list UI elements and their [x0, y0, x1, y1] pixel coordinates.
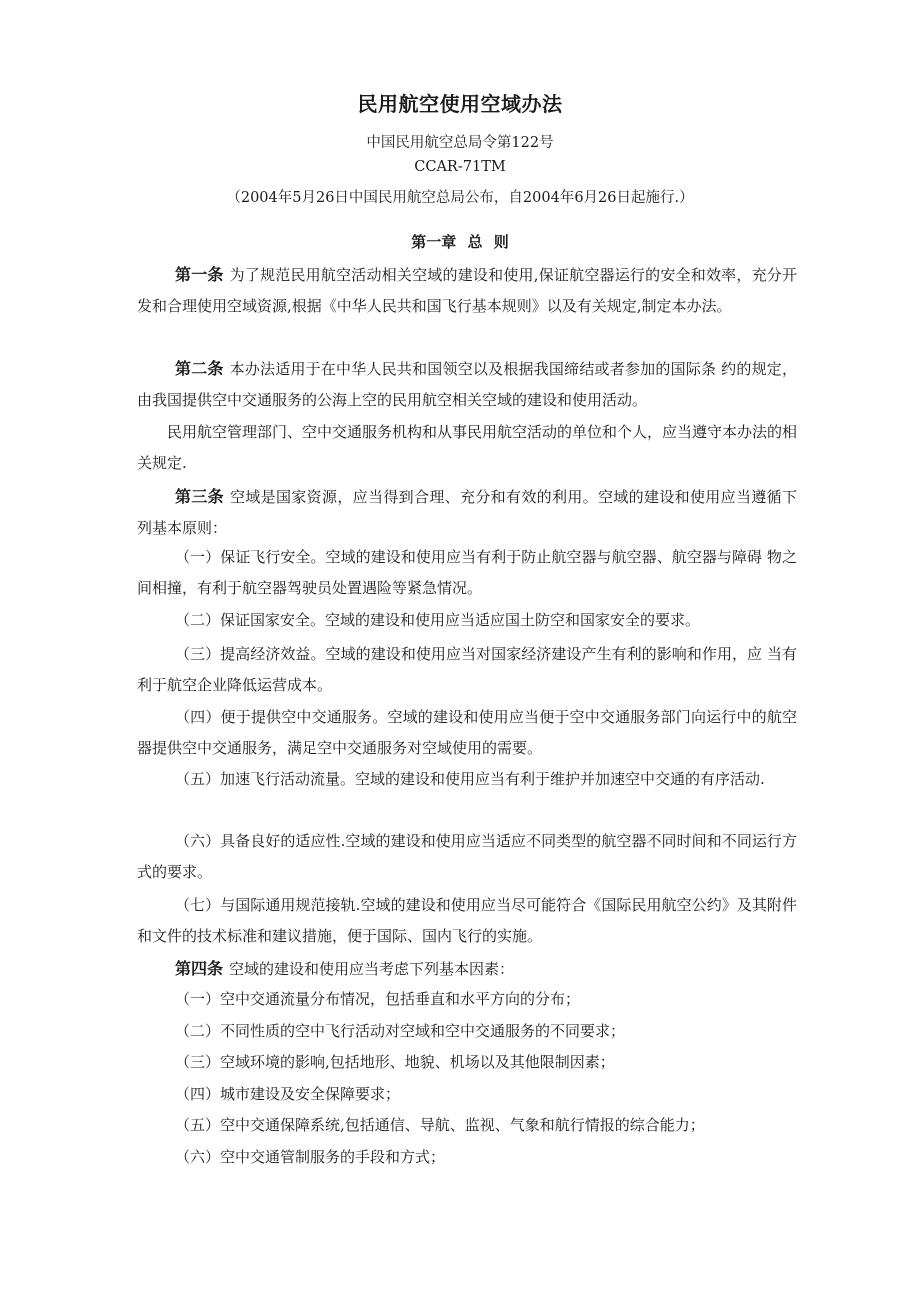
article-3-item-6: （六）具备良好的适应性.空域的建设和使用应当适应不同类型的航空器不同时间和不同运行方式的要求。	[137, 832, 797, 881]
article-1-heading: 第一条	[175, 265, 224, 284]
article-4-heading: 第四条	[175, 959, 224, 978]
article-2-text: 本办法适用于在中华人民共和国领空以及根据我国缔结或者参加的国际条 约的规定，由我国提供空中交通服务的公海上空的民用航空相关空域的建设和使用活动。	[137, 360, 797, 409]
article-3-item-2: （二）保证国家安全。空域的建设和使用应当适应国土防空和国家安全的要求。	[175, 611, 701, 629]
article-3-heading: 第三条	[175, 487, 224, 506]
article-1-text: 为了规范民用航空活动相关空域的建设和使用,保证航空器运行的安全和效率，充分开发和合理使用空域资源,根据《中华人民共和国飞行基本规则》以及有关规定,制定本办法。	[137, 266, 797, 315]
article-2-heading: 第二条	[175, 359, 224, 378]
article-4-item-4: （四）城市建设及安全保障要求；	[175, 1085, 401, 1103]
regulation-code: CCAR-71TM	[414, 159, 506, 175]
article-3-item-4: （四）便于提供空中交通服务。空域的建设和使用应当便于空中交通服务部门向运行中的航空器提供空中交通服务，满足空中交通服务对空域使用的需要。	[137, 708, 797, 757]
article-3	[137, 481, 797, 544]
article-4	[137, 953, 797, 985]
article-4-item-5: （五）空中交通保障系统,包括通信、导航、监视、气象和航行情报的综合能力；	[175, 1116, 705, 1134]
article-4-item-6: （六）空中交通管制服务的手段和方式；	[175, 1148, 446, 1166]
article-3-item-1: （一）保证飞行安全。空域的建设和使用应当有利于防止航空器与航空器、航空器与障碍 物之间相撞，有利于航空器驾驶员处置遇险等紧急情况。	[137, 548, 797, 597]
article-3-item-3: （三）提高经济效益。空域的建设和使用应当对国家经济建设产生有利的影响和作用，应 当有利于航空企业降低运营成本。	[137, 645, 797, 694]
article-2-paragraph-2: 民用航空管理部门、空中交通服务机构和从事民用航空活动的单位和个人，应当遵守本办法的相关规定.	[137, 423, 798, 472]
document-title: 民用航空使用空域办法	[357, 92, 563, 116]
article-3-item-5: （五）加速飞行活动流量。空域的建设和使用应当有利于维护并加速空中交通的有序活动.	[175, 770, 765, 788]
article-4-text: 空域的建设和使用应当考虑下列基本因素：	[229, 960, 515, 978]
chapter-heading: 第一章 总 则	[411, 233, 509, 251]
article-4-item-2: （二）不同性质的空中飞行活动对空域和空中交通服务的不同要求；	[175, 1022, 626, 1040]
article-1	[137, 259, 797, 322]
article-3-text: 空域是国家资源，应当得到合理、充分和有效的利用。空域的建设和使用应当遵循下列基本原则：	[137, 488, 797, 537]
order-number: 中国民用航空总局令第122号	[366, 135, 554, 151]
article-4-item-1: （一）空中交通流量分布情况，包括垂直和水平方向的分布；	[175, 990, 581, 1008]
article-4-item-3: （三）空域环境的影响,包括地形、地貌、机场以及其他限制因素；	[175, 1053, 615, 1071]
issue-note: （2004年5月26日中国民用航空总局公布，自2004年6月26日起施行.）	[226, 190, 694, 206]
article-3-item-7: （七）与国际通用规范接轨.空域的建设和使用应当尽可能符合《国际民用航空公约》及其附件和文件的技术标准和建议措施，便于国际、国内飞行的实施。	[137, 896, 797, 945]
article-2	[137, 353, 797, 416]
